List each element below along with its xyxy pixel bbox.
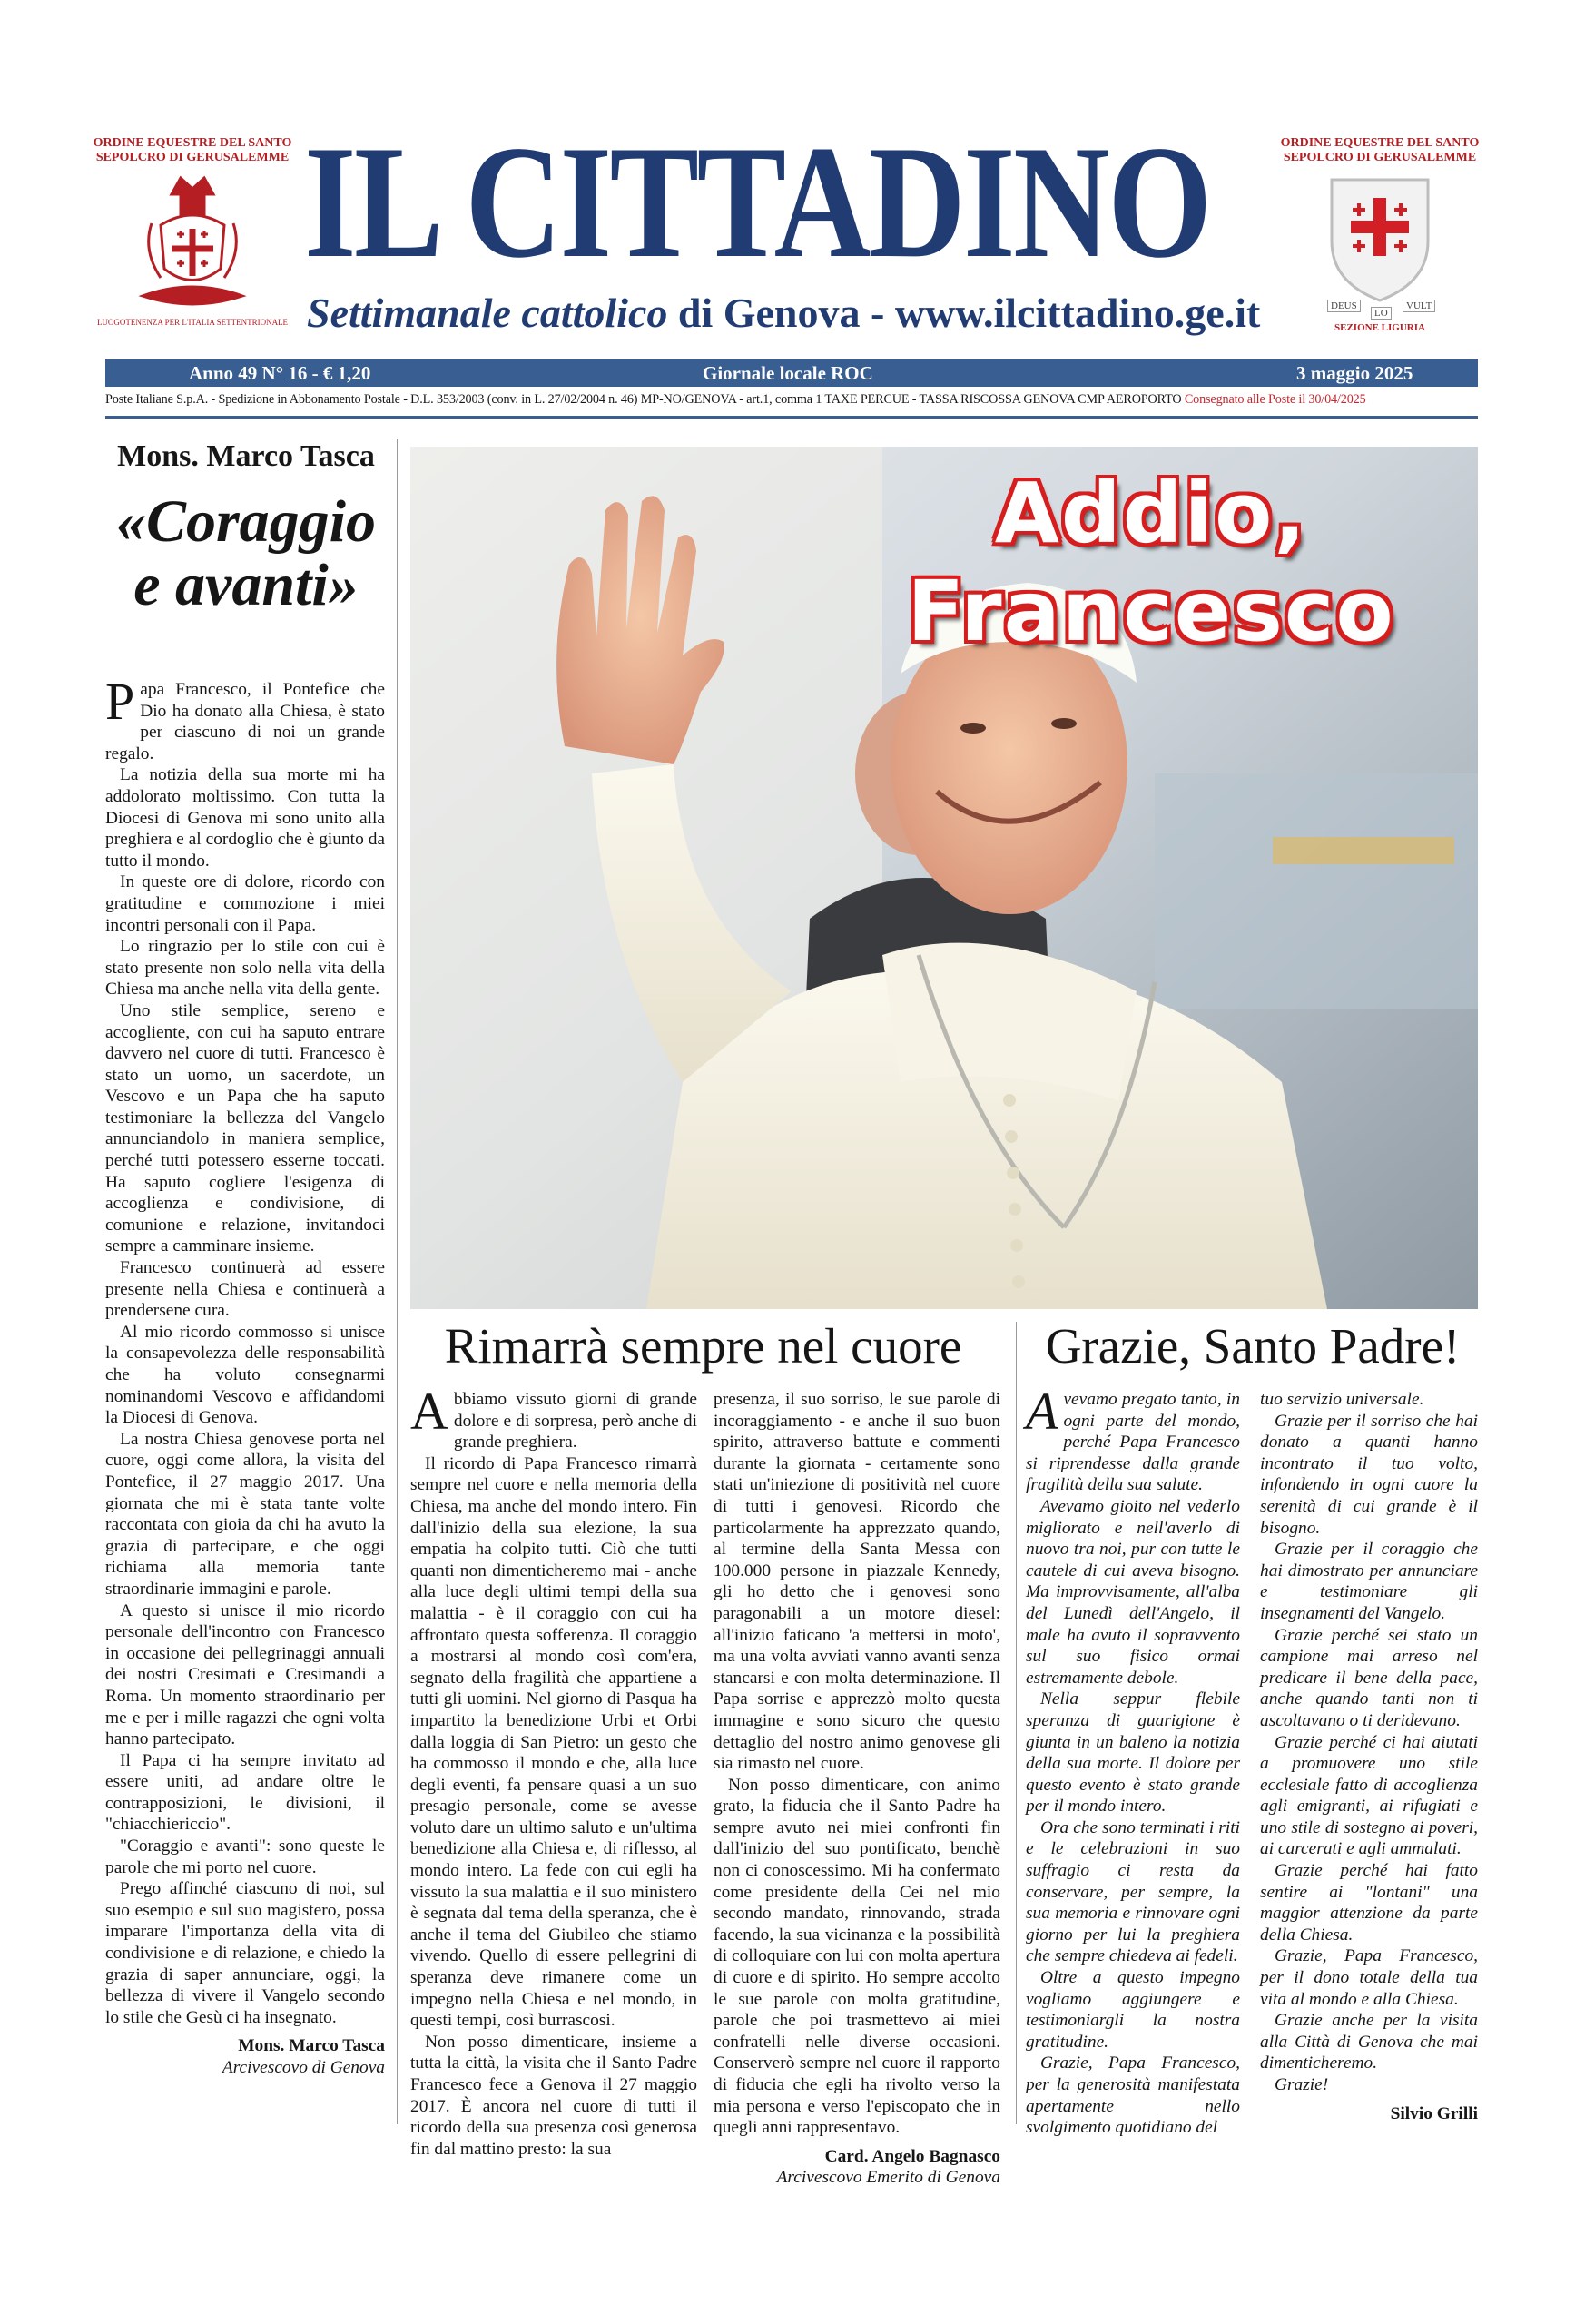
center-paragraph: Non posso dimenticare, con animo grato, la fiducia che il Santo Padre ha sempre avuto nei miei confronti fin dall'inizio del suo pontificato, benchè non ci conoscessimo. Mi ha confermato come presidente della Cei nel mio secondo mandato, rinnovando, strada facendo, la sua vicinanza e la possibilità di colloquiare con lui con molta apertura di cuore e di spirito. Ho sempre accolto le sue parole con molta gratitudine, parole che poi trasmettevo ai miei confratelli nelle diverse occasioni. Conserverò sempre nel cuore il rapporto di fiducia che egli ha rivolto verso la mia persona e verso l'episcopato che in quegli anni rappresentavo. bbox=[714, 1775, 1000, 2138]
left-paragraph: Lo ringrazio per lo stile con cui è stato presente non solo nella vita della Chiesa ma anche nella vita della gente. bbox=[105, 937, 385, 1000]
left-paragraph: Francesco continuerà ad essere presente nella Chiesa e continuerà a prendersene cura. bbox=[105, 1258, 385, 1321]
issue-number: Anno 49 N° 16 - € 1,20 bbox=[189, 362, 371, 384]
header-rule bbox=[105, 416, 1478, 419]
info-bar bbox=[105, 359, 1478, 387]
emblem-right-motto-right: VULT bbox=[1403, 300, 1435, 312]
right-paragraph: Oltre a questo impegno vogliamo aggiungere e testimoniargli la nostra gratitudine. bbox=[1026, 1968, 1240, 2052]
left-paragraph: Al mio ricordo commosso si unisce la consapevolezza delle responsabilità che ha voluto consegnarmi nominandomi Vescovo e affidandomi la Diocesi di Genova. bbox=[105, 1322, 385, 1428]
emblem-right-org-line2: SEPOLCRO DI GERUSALEMME bbox=[1283, 151, 1477, 164]
postal-notice bbox=[105, 392, 1478, 408]
photo-headline bbox=[833, 465, 1469, 661]
left-headline-line1: «Coraggio bbox=[115, 488, 377, 555]
right-article-col2 bbox=[1260, 1389, 1478, 2124]
left-article-role: Arcivescovo di Genova bbox=[222, 2058, 385, 2077]
right-paragraph: Grazie perché hai fatto sentire ai "lontani" una maggior attenzione da parte della Chiesa. bbox=[1260, 1861, 1478, 1945]
emblem-left-org-line1: ORDINE EQUESTRE DEL SANTO bbox=[93, 136, 292, 150]
left-paragraph: La notizia della sua morte mi ha addolorato moltissimo. Con tutta la Diocesi di Genova mi sono unito alla preghiera e al cordoglio che è giunto da tutto il mondo. bbox=[105, 765, 385, 871]
tagline-italic: Settimanale cattolico bbox=[307, 290, 668, 336]
drop-cap: A bbox=[1026, 1382, 1058, 1441]
drop-cap: A bbox=[410, 1382, 448, 1441]
center-article-signature: Card. Angelo Bagnasco bbox=[824, 2146, 1000, 2166]
right-paragraph: vevamo pregato tanto, in ogni parte del mondo, perché Papa Francesco si riprendesse dalla grande fragilità della sua salute. bbox=[1026, 1390, 1240, 1495]
emblem-right-org-line1: ORDINE EQUESTRE DEL SANTO bbox=[1280, 136, 1480, 150]
emblem-left-caption: LUOGOTENENZA PER L'ITALIA SETTENTRIONALE bbox=[96, 318, 289, 327]
center-article-headline: Rimarrà sempre nel cuore bbox=[444, 1318, 962, 1374]
postal-main: Poste Italiane S.p.A. - Spedizione in Abbonamento Postale - D.L. 353/2003 (conv. in L. 27/02/2004 n. 46) MP-NO/GENOVA - art.1, comma 1 TAXE PERCUE - TASSA RISCOSSA GENOVA CMP AEROPORTO bbox=[105, 392, 1185, 407]
left-article-body bbox=[105, 672, 385, 2079]
left-paragraph: In queste ore di dolore, ricordo con gratitudine e commozione i miei incontri personali con il Papa. bbox=[105, 872, 385, 935]
right-paragraph: Ora che sono terminati i riti e le celebrazioni in suo suffragio ci resta da conservare, per sempre, la sua memoria e rinnovare ogni giorno per lui la preghiera che sempre chiedeva ai fedeli. bbox=[1026, 1817, 1240, 1966]
emblem-right bbox=[1280, 136, 1480, 336]
photo-headline-line2: Francesco bbox=[907, 563, 1395, 660]
right-paragraph: Grazie perché sei stato un campione mai arreso nel predicare il bene della pace, anche quando tanti non ti ascoltavano o ti deridevano. bbox=[1260, 1625, 1478, 1730]
column-divider bbox=[397, 439, 398, 2124]
right-paragraph: Grazie anche per la visita alla Città di Genova che mai dimenticheremo. bbox=[1260, 2011, 1478, 2073]
center-article-col2 bbox=[714, 1389, 1000, 2189]
left-paragraph: A questo si unisce il mio ricordo personale dell'incontro con Francesco in occasione dei pellegrinaggi annuali dei nostri Cresimati e Cresimandi a Roma. Un momento straordinario per me e per i mille ragazzi che ogni volta hanno partecipato. bbox=[105, 1600, 385, 1749]
left-headline-line2: e avanti» bbox=[133, 552, 359, 618]
left-paragraph: La nostra Chiesa genovese porta nel cuore, oggi come allora, la visita del Pontefice, il 27 maggio 2017. Una giornata che mi è stata tante volte raccontata con gioia da chi ha avuto la grazia di partecipare, e che oggi richiama alla memoria tante straordinarie immagini e parole. bbox=[105, 1429, 385, 1599]
emblem-right-motto-left: DEUS bbox=[1327, 300, 1361, 312]
right-paragraph: Grazie per il sorriso che hai donato a quanti hanno incontrato il tuo volto, infondendo in ogni cuore la serenità di cui grande è il bisogno. bbox=[1260, 1411, 1478, 1538]
issue-date: 3 maggio 2025 bbox=[1296, 362, 1413, 384]
right-article-signature: Silvio Grilli bbox=[1390, 2103, 1478, 2123]
left-article-headline bbox=[105, 490, 387, 617]
right-paragraph: Grazie! bbox=[1275, 2075, 1329, 2094]
masthead-title: IL CITTADINO bbox=[304, 112, 1210, 291]
tagline-rest: di Genova - www.ilcittadino.ge.it bbox=[667, 290, 1261, 336]
postal-delivery-date: Consegnato alle Poste il 30/04/2025 bbox=[1184, 392, 1366, 407]
center-article-role: Arcivescovo Emerito di Genova bbox=[776, 2168, 1000, 2188]
center-paragraph: presenza, il suo sorriso, le sue parole di incoraggiamento - e anche il suo buon spirito, attraverso battute e commenti durante la giornata - certamente sono stati un'iniezione di positività nel cuore di tutti i genovesi. Ricordo che particolarmente ha apprezzato quando, al termine della Santa Messa con 100.000 persone in piazzale Kennedy, gli ho detto che i genovesi sono paragonabili a un motore diesel: all'inizio faticano 'a mettersi in moto', ma una volta avviati vanno avanti senza stancarsi e con molta determinazione. Il Papa sorrise e apprezzò molto questa immagine e sono sicuro che questo dettaglio del nostro animo genovese gli sia rimasto nel cuore. bbox=[714, 1390, 1000, 1774]
registry-label: Giornale locale ROC bbox=[703, 362, 873, 384]
left-article-signature: Mons. Marco Tasca bbox=[238, 2036, 385, 2056]
photo-headline-line1: Addio, bbox=[994, 465, 1308, 562]
left-article-kicker: Mons. Marco Tasca bbox=[117, 439, 375, 473]
left-paragraph: Uno stile semplice, sereno e accogliente, con cui ha saputo entrare davvero nel cuore di tutti. Francesco è stato un uomo, un sacerdote, un Vescovo e un Papa che ha saputo testimoniare la bellezza del Vangelo annunciandolo in maniera semplice, perché tutti potessero esserne toccati. Ha saputo cogliere l'esigenza di accoglienza e condivisione, di comunione e relazione, invitandoci sempre a camminare insieme. bbox=[105, 1000, 385, 1256]
left-paragraph: apa Francesco, il Pontefice che Dio ha donato alla Chiesa, è stato per ciascuno di noi un grande regalo. bbox=[105, 680, 385, 763]
right-article-headline: Grazie, Santo Padre! bbox=[1045, 1318, 1461, 1374]
column-divider bbox=[1016, 1322, 1017, 2124]
order-crest-icon bbox=[124, 169, 261, 314]
right-paragraph: Grazie perché ci hai aiutati a promuovere uno stile ecclesiale fatto di accoglienza agli emigranti, ai rifugiati e uno stile di sostegno ai poveri, ai carcerati e agli ammalati. bbox=[1260, 1732, 1478, 1859]
center-article-col1 bbox=[410, 1382, 697, 2160]
center-paragraph: bbiamo vissuto giorni di grande dolore e di sorpresa, però anche di grande preghiera. bbox=[453, 1390, 697, 1452]
jerusalem-cross-shield-icon bbox=[1321, 169, 1439, 305]
center-paragraph: Il ricordo di Papa Francesco rimarrà sempre nel cuore e nella memoria della Chiesa, ma anche del mondo intero. Fin dall'inizio della sua elezione, la sua empatia ha colpito tutti. Ciò che tutti quanti non dimenticheremo mai - anche alla luce degli ultimi tempi della sua malattia - è il coraggio con cui ha affrontato questa sofferenza. Il coraggio a mostrarsi al mondo così com'era, segnato della fragilità che appartiene a tutti gli uomini. Nel giorno di Pasqua ha impartito la benedizione Urbi et Orbi dalla loggia di San Pietro: un gesto che ha commosso il mondo e che, alla luce degli eventi, fa pensare quasi a un suo presagio personale, come se avesse voluto dare un ultimo saluto e un'ultima benedizione alla Chiesa e, di riflesso, al mondo intero. La fede con cui egli ha vissuto la sua malattia e il suo ministero è segnata dal tema della speranza, che è anche il tema del Giubileo che stiamo vivendo. Quello di essere pellegrini di speranza deve rimanere come un impegno nella Chiesa e nel mondo, in questi tempi, così burrascosi. bbox=[410, 1453, 697, 2031]
right-paragraph: Nella seppur flebile speranza di guarigione è giunta in un baleno la notizia della sua morte. Il dolore per questo evento è stato grande per il mondo intero. bbox=[1026, 1689, 1240, 1817]
emblem-left-org-line2: SEPOLCRO DI GERUSALEMME bbox=[95, 151, 290, 164]
emblem-left bbox=[93, 136, 292, 336]
right-paragraph: Grazie per il coraggio che hai dimostrato per annunciare e testimoniare gli insegnamenti del Vangelo. bbox=[1260, 1540, 1478, 1623]
right-article-col1 bbox=[1026, 1382, 1240, 2139]
drop-cap: P bbox=[105, 672, 135, 731]
left-paragraph: "Coraggio e avanti": sono queste le parole che mi porto nel cuore. bbox=[105, 1837, 385, 1877]
right-paragraph: Grazie, Papa Francesco, per il dono totale della tua vita al mondo e alla Chiesa. bbox=[1260, 1946, 1478, 2009]
left-paragraph: Il Papa ci ha sempre invitato ad essere uniti, ad andare oltre le contrapposizioni, le divisioni, il "chiacchiericcio". bbox=[105, 1750, 385, 1835]
masthead-tagline bbox=[307, 289, 1287, 337]
center-paragraph: Non posso dimenticare, insieme a tutta la città, la visita che il Santo Padre Francesco fece a Genova il 27 maggio 2017. È ancora nel cuore di tutti il ricordo della sua presenza così generosa fin dal mattino presto: la sua bbox=[410, 2032, 697, 2159]
right-paragraph: Avevamo gioito nel vederlo migliorato e nell'averlo di nuovo tra noi, pur con tutte le cautele di cui aveva bisogno. Ma improvvisamente, all'alba del Lunedì dell'Angelo, il male ha avuto il sopravvento sul suo fisico ormai estremamente debole. bbox=[1026, 1496, 1240, 1688]
emblem-right-motto-center: LO bbox=[1371, 307, 1392, 320]
emblem-right-caption: SEZIONE LIGURIA bbox=[1334, 322, 1425, 333]
right-paragraph: Grazie, Papa Francesco, per la generosità manifestata apertamente nello svolgimento quotidiano del bbox=[1026, 2053, 1240, 2138]
left-paragraph: Prego affinché ciascuno di noi, sul suo esempio e sul suo magistero, possa imparare l'importanza della vita di condivisione e di relazione, e chiedo la grazia di saper annunciare, oggi, la bellezza di vivere il Vangelo secondo lo stile che Gesù ci ha insegnato. bbox=[105, 1879, 385, 2027]
right-paragraph: tuo servizio universale. bbox=[1260, 1390, 1424, 1409]
